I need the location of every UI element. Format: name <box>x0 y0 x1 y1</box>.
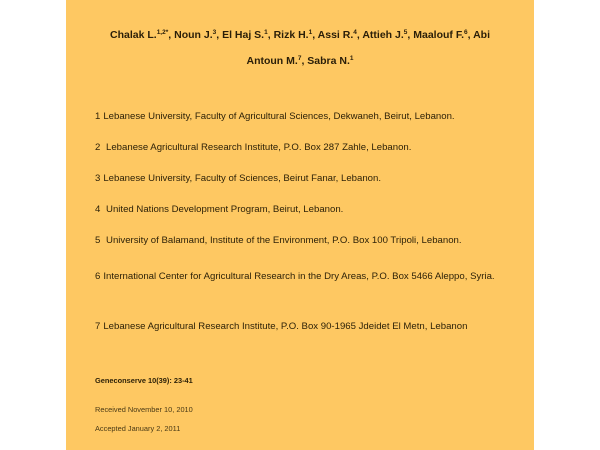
author-name: Maalouf F. <box>413 29 464 41</box>
author-name: Noun J. <box>174 29 213 41</box>
affiliation-text: Lebanese University, Faculty of Agricultural Sciences, Dekwaneh, Beirut, Lebanon. <box>103 111 455 122</box>
affiliation-text: Lebanese University, Faculty of Sciences, Beirut Fanar, Lebanon. <box>103 173 382 184</box>
separator: , <box>467 29 474 41</box>
author-name-part: Abi <box>473 29 490 41</box>
affiliation-5 <box>95 231 505 251</box>
author <box>307 55 353 67</box>
author-name: Antoun M. <box>246 55 298 67</box>
author-affiliation-marker: 1 <box>349 55 354 62</box>
separator: , <box>407 29 414 41</box>
author-name: Rizk H. <box>273 29 309 41</box>
author-name: Chalak L. <box>110 29 157 41</box>
affiliation-4 <box>95 200 505 220</box>
author <box>222 29 268 41</box>
author <box>362 29 407 41</box>
affiliation-text: University of Balamand, Institute of the Environment, P.O. Box 100 Tripoli, Lebanon. <box>106 235 462 246</box>
affiliation-number: 3 <box>95 173 101 184</box>
author-line-1 <box>96 22 504 48</box>
document-page <box>66 0 534 450</box>
separator: , <box>168 29 175 41</box>
separator: , <box>267 29 274 41</box>
affiliation-number: 5 <box>95 235 101 246</box>
author-name: Attieh J. <box>362 29 404 41</box>
author <box>274 29 313 41</box>
affiliation-number: 6 <box>95 271 101 282</box>
affiliation-number: 1 <box>95 111 101 122</box>
separator: , <box>216 29 223 41</box>
author-name: Sabra N. <box>307 55 350 67</box>
journal-citation: Geneconserve 10(39): 23-41 <box>95 376 193 385</box>
author <box>110 29 168 41</box>
affiliation-number: 4 <box>95 204 101 215</box>
author-affiliation-marker: 7 <box>297 55 302 62</box>
affiliation-6 <box>95 267 505 287</box>
author-line-2 <box>96 48 504 74</box>
author <box>246 55 301 67</box>
affiliation-text: Lebanese Agricultural Research Institute, P.O. Box 90-1965 Jdeidet El Metn, Lebanon <box>103 321 468 332</box>
affiliation-number: 2 <box>95 142 101 153</box>
author-name: El Haj S. <box>222 29 265 41</box>
author-affiliation-marker: 1,2* <box>156 29 169 36</box>
separator: , <box>301 55 308 67</box>
affiliation-text: Lebanese Agricultural Research Institute, P.O. Box 287 Zahle, Lebanon. <box>106 142 412 153</box>
author-affiliation-marker: 6 <box>464 29 468 36</box>
accepted-date: Accepted January 2, 2011 <box>95 424 181 433</box>
affiliation-number: 7 <box>95 321 101 332</box>
affiliation-7 <box>95 317 505 337</box>
received-date: Received November 10, 2010 <box>95 405 193 414</box>
affiliation-text: United Nations Development Program, Beirut, Lebanon. <box>106 204 344 215</box>
author <box>318 29 357 41</box>
author-affiliation-marker: 3 <box>212 29 217 36</box>
author-affiliation-marker: 5 <box>403 29 408 36</box>
author-name: Assi R. <box>317 29 354 41</box>
author-list <box>66 22 534 74</box>
affiliation-text: International Center for Agricultural Research in the Dry Areas, P.O. Box 5466 Aleppo, Syria. <box>103 271 495 282</box>
separator: , <box>312 29 318 41</box>
affiliation-1 <box>95 107 505 127</box>
author-affiliation-marker: 1 <box>264 29 268 36</box>
author-affiliation-marker: 1 <box>308 29 313 36</box>
separator: , <box>356 29 363 41</box>
author <box>174 29 216 41</box>
author <box>413 29 467 41</box>
affiliation-2 <box>95 138 505 158</box>
author-affiliation-marker: 4 <box>353 29 357 36</box>
affiliation-3 <box>95 169 505 189</box>
